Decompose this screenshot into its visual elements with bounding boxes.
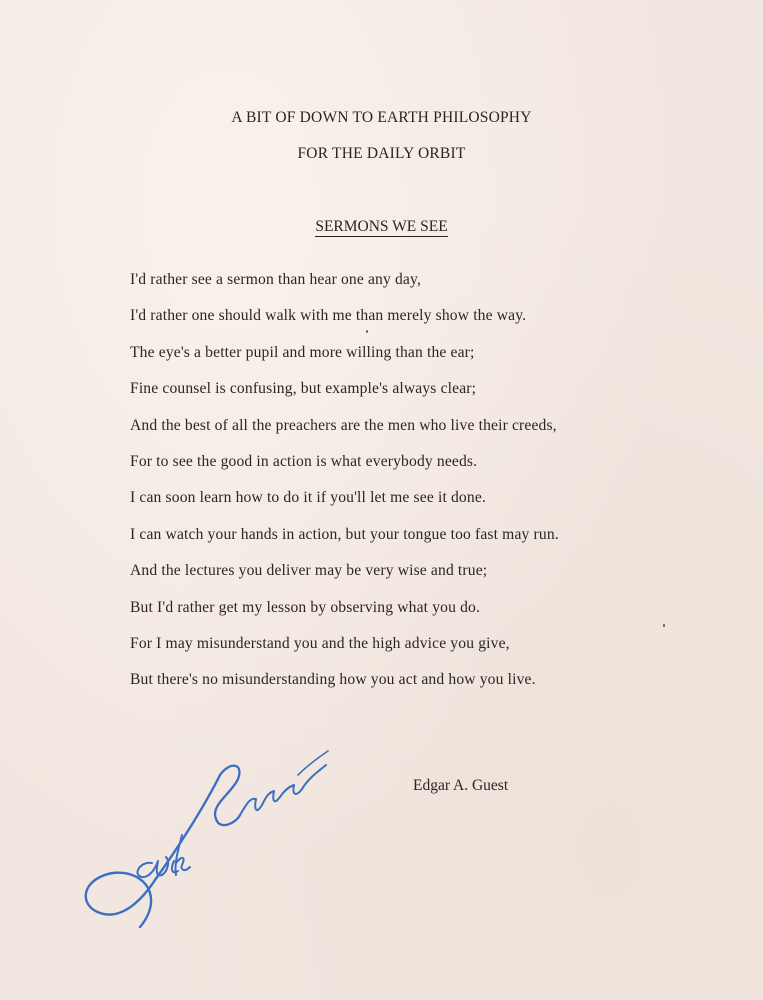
heading-line-2: FOR THE DAILY ORBIT <box>297 145 466 162</box>
author-name: Edgar A. Guest <box>413 777 509 794</box>
paper-speck <box>663 624 665 627</box>
poem-line: But I'd rather get my lesson by observing what you do. <box>130 598 481 616</box>
poem-line: I can soon learn how to do it if you'll let me see it done. <box>130 489 486 507</box>
poem-line: I'd rather see a sermon than hear one any day, <box>130 271 421 288</box>
poem-title-text: SERMONS WE SEE <box>315 218 448 235</box>
poem-title <box>0 218 763 236</box>
poem-line: For I may misunderstand you and the high advice you give, <box>130 634 510 652</box>
poem-line: I'd rather one should walk with me than merely show the way. <box>130 307 527 325</box>
poem-line: And the lectures you deliver may be very wise and true; <box>130 562 488 580</box>
poem-line: And the best of all the preachers are the men who live their creeds, <box>130 416 557 434</box>
poem-body <box>130 270 559 707</box>
poem-line: The eye's a better pupil and more willing than the ear; <box>130 343 475 361</box>
handwritten-signature <box>70 735 340 945</box>
heading-line-1: A BIT OF DOWN TO EARTH PHILOSOPHY <box>231 109 532 126</box>
poem-line: I can watch your hands in action, but your tongue too fast may run. <box>130 525 559 543</box>
paper-speck <box>366 330 368 333</box>
poem-line: But there's no misunderstanding how you act and how you live. <box>130 671 536 689</box>
poem-line: For to see the good in action is what everybody needs. <box>130 452 478 470</box>
poem-line: Fine counsel is confusing, but example's always clear; <box>130 380 477 398</box>
